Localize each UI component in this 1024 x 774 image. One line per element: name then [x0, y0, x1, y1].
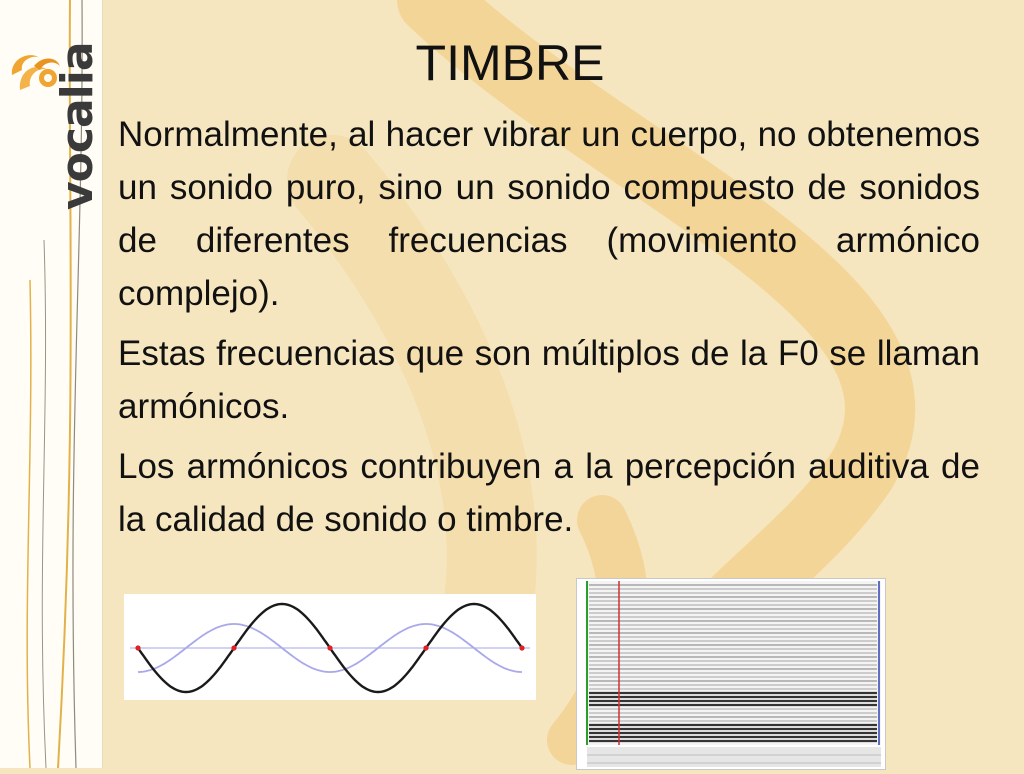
- zero-crossing-marker: [135, 645, 140, 650]
- zero-crossing-marker: [327, 645, 332, 650]
- slide-title: [0, 34, 1024, 92]
- sidebar: [0, 0, 103, 768]
- slide-title-text: TIMBRE: [415, 35, 605, 91]
- paragraph-2: Estas frecuencias que son múltiplos de la F0 se llaman armónicos.: [118, 334, 980, 426]
- slide-body: [118, 108, 980, 553]
- logo-text: vocalia: [52, 42, 103, 210]
- paragraph-1: Normalmente, al hacer vibrar un cuerpo, no obtenemos un sonido puro, sino un sonido compuesto de sonidos de diferentes frecuencias (movimiento armónico complejo).: [118, 115, 980, 313]
- zero-crossing-marker: [231, 645, 236, 650]
- waveform-icon: [124, 594, 536, 700]
- sine-wave-illustration: [124, 594, 536, 700]
- zero-crossing-marker: [519, 645, 524, 650]
- spectrogram-icon: [577, 579, 885, 769]
- zero-crossing-marker: [423, 645, 428, 650]
- paragraph-3: Los armónicos contribuyen a la percepción auditiva de la calidad de sonido o timbre.: [118, 447, 980, 539]
- spectrogram-image: [576, 578, 886, 770]
